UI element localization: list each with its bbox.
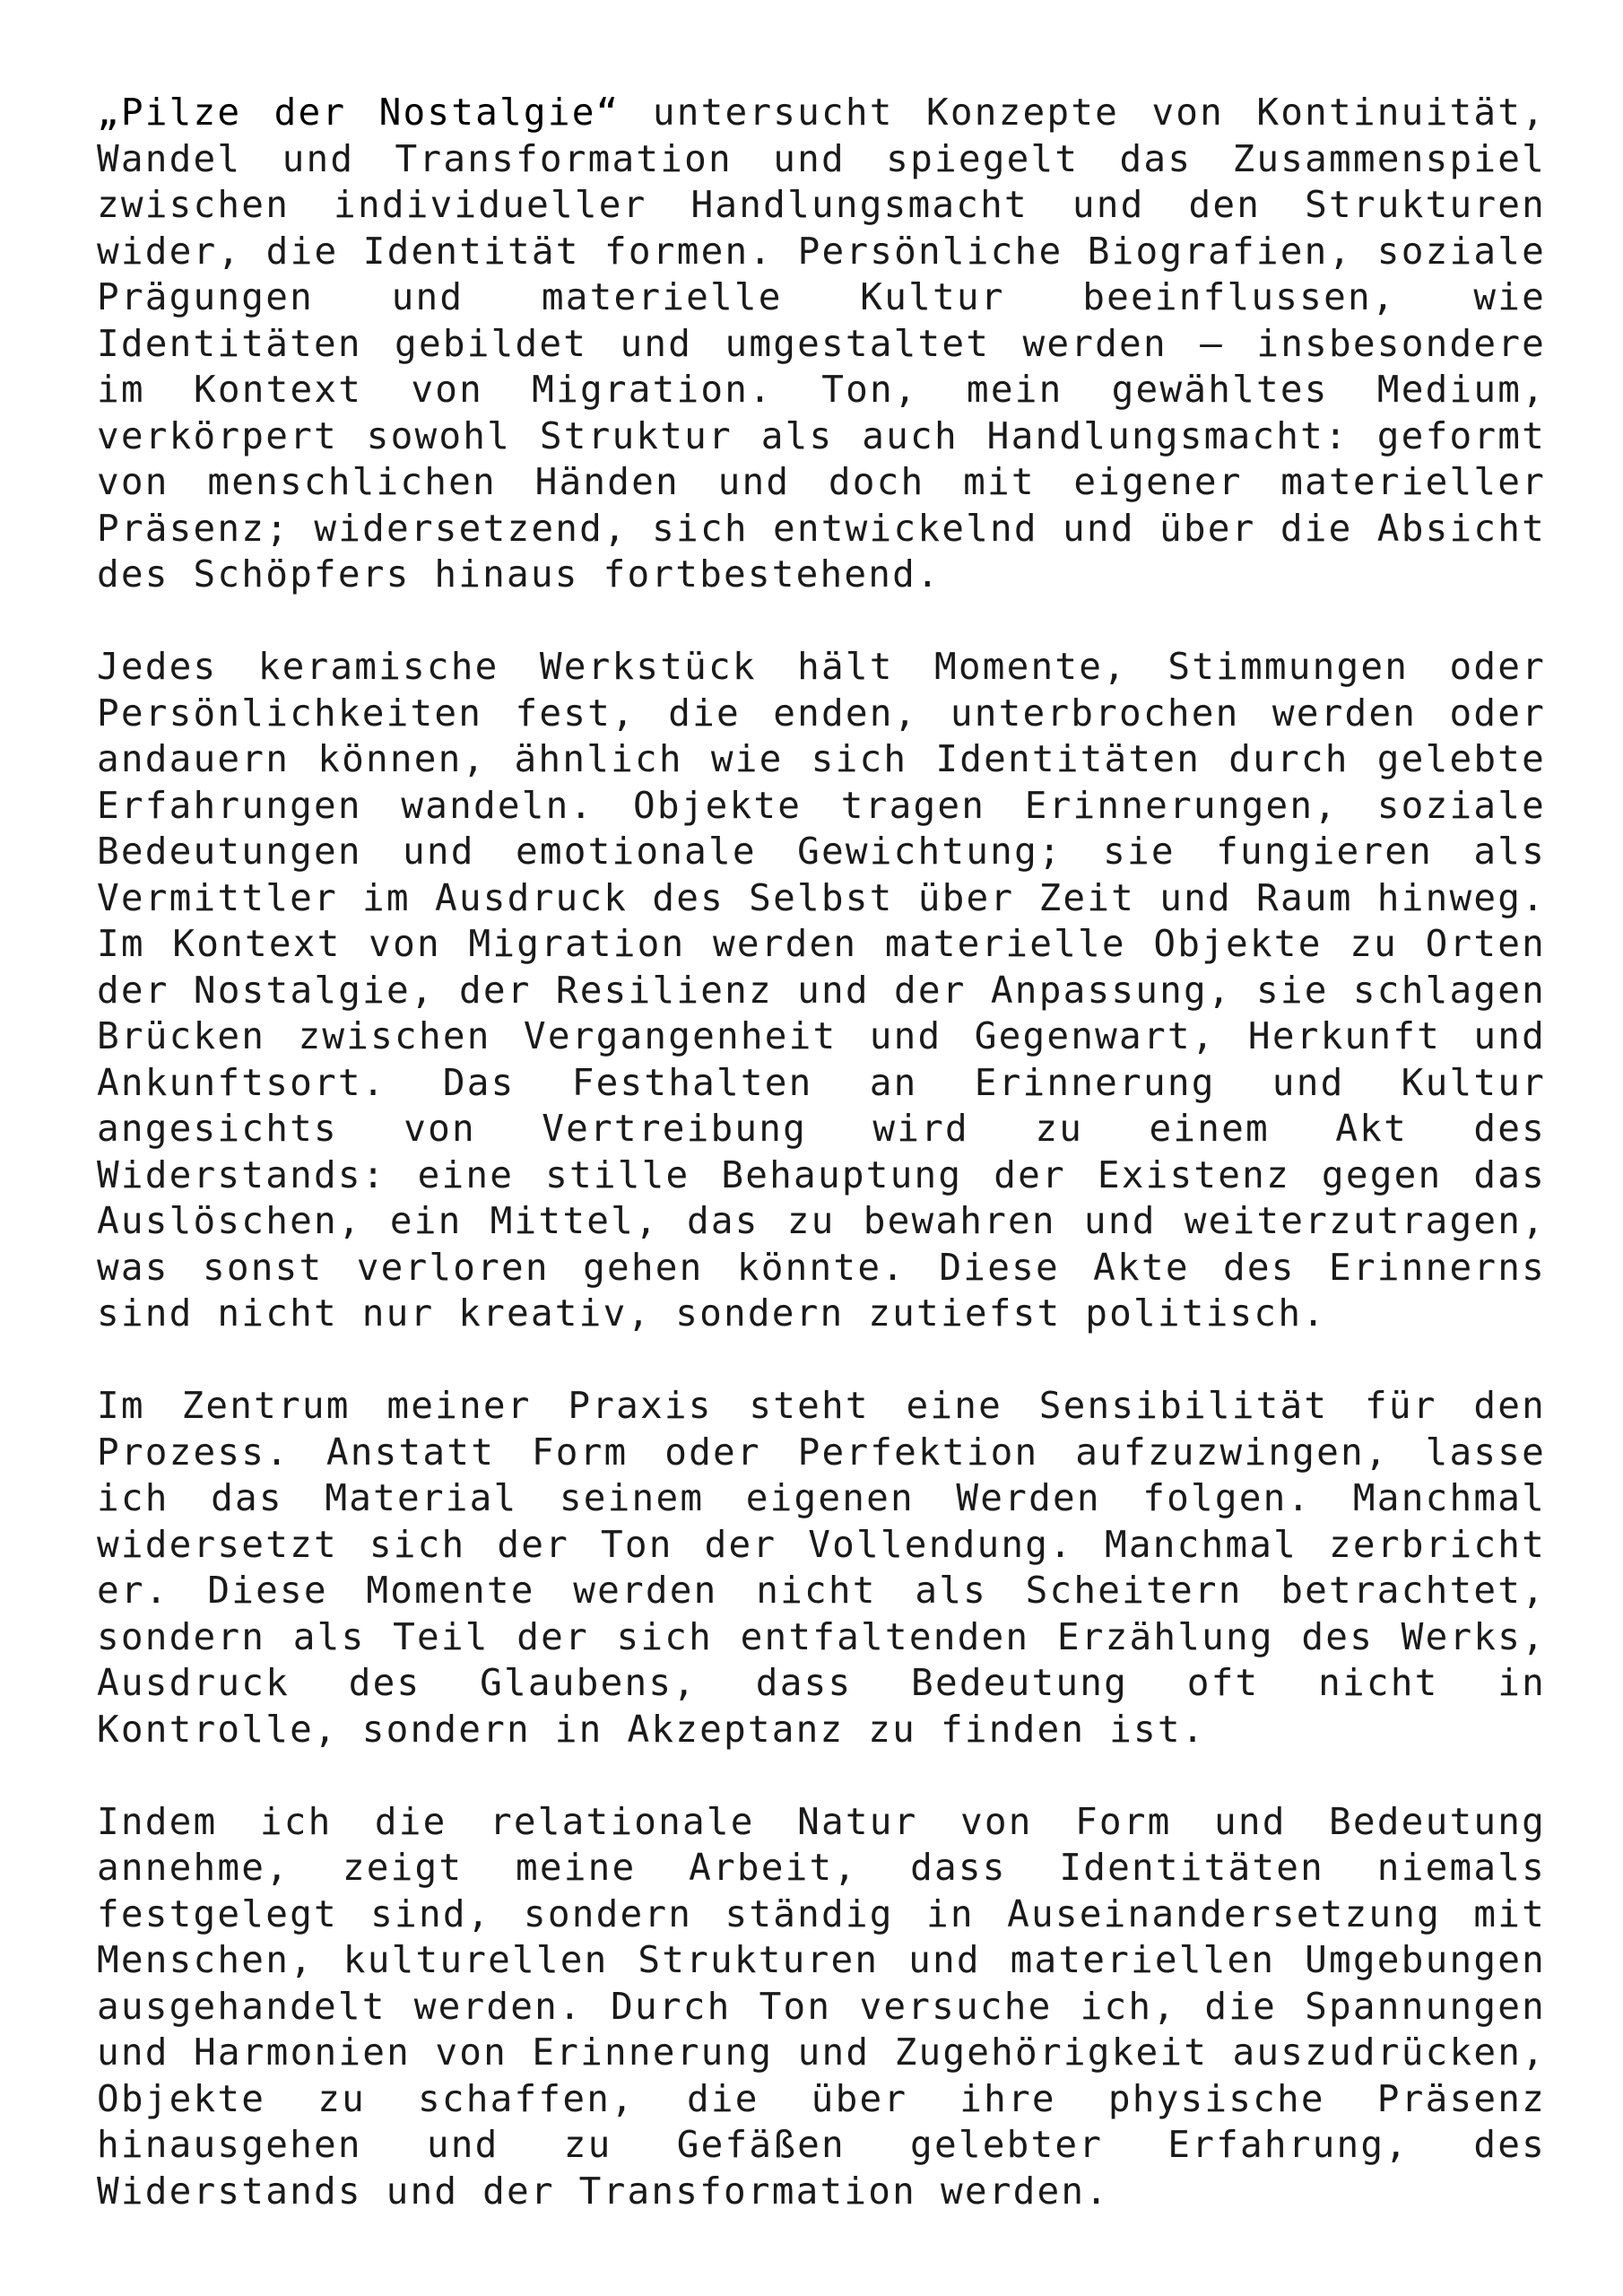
paragraph-1-text: untersucht Konzepte von Kontinuität, Wandel und Transformation und spiegelt das Zusammenspiel zwischen individueller Handlungsmacht und den Strukturen wider, die Identität formen. Persönliche Biografien, soziale Prägungen und materielle Kultur beeinflussen, wie Identitäten gebildet und umgestaltet werden – insbesondere im Kontext von Migration. Ton, mein gewähltes Medium, verkörpert sowohl Struktur als auch Handlungsmacht: geformt von menschlichen Händen und doch mit eigener materieller Präsenz; widersetzend, sich entwickelnd und über die Absicht des Schöpfers hinaus fortbestehend. xyxy=(97,91,1546,596)
paragraph-1 xyxy=(97,90,1546,598)
paragraph-2: Jedes keramische Werkstück hält Momente, Stimmungen oder Persönlichkeiten fest, die enden, unterbrochen werden oder andauern können, ähnlich wie sich Identitäten durch gelebte Erfahrungen wandeln. Objekte tragen Erinnerungen, soziale Bedeutungen und emotionale Gewichtung; sie fungieren als Vermittler im Ausdruck des Selbst über Zeit und Raum hinweg. Im Kontext von Migration werden materielle Objekte zu Orten der Nostalgie, der Resilienz und der Anpassung, sie schlagen Brücken zwischen Vergangenheit und Gegenwart, Herkunft und Ankunftsort. Das Festhalten an Erinnerung und Kultur angesichts von Vertreibung wird zu einem Akt des Widerstands: eine stille Behauptung der Existenz gegen das Auslöschen, ein Mittel, das zu bewahren und weiterzutragen, was sonst verloren gehen könnte. Diese Akte des Erinnerns sind nicht nur kreativ, sondern zutiefst politisch. xyxy=(97,645,1546,1335)
document-page xyxy=(97,90,1546,2261)
paragraph-4: Indem ich die relationale Natur von Form und Bedeutung annehme, zeigt meine Arbeit, dass Identitäten niemals festgelegt sind, sondern ständig in Auseinandersetzung mit Menschen, kulturellen Strukturen und materiellen Umgebungen ausgehandelt werden. Durch Ton versuche ich, die Spannungen und Harmonien von Erinnerung und Zugehörigkeit auszudrücken, Objekte zu schaffen, die über ihre physische Präsenz hinausgehen und zu Gefäßen gelebter Erfahrung, des Widerstands und der Transformation werden. xyxy=(97,1799,1546,2213)
paragraph-3: Im Zentrum meiner Praxis steht eine Sensibilität für den Prozess. Anstatt Form oder Perfektion aufzuzwingen, lasse ich das Material seinem eigenen Werden folgen. Manchmal widersetzt sich der Ton der Vollendung. Manchmal zerbricht er. Diese Momente werden nicht als Scheitern betrachtet, sondern als Teil der sich entfaltenden Erzählung des Werks, Ausdruck des Glaubens, dass Bedeutung oft nicht in Kontrolle, sondern in Akzeptanz zu finden ist. xyxy=(97,1384,1546,1751)
document-title: „Pilze der Nostalgie“ xyxy=(97,91,621,134)
